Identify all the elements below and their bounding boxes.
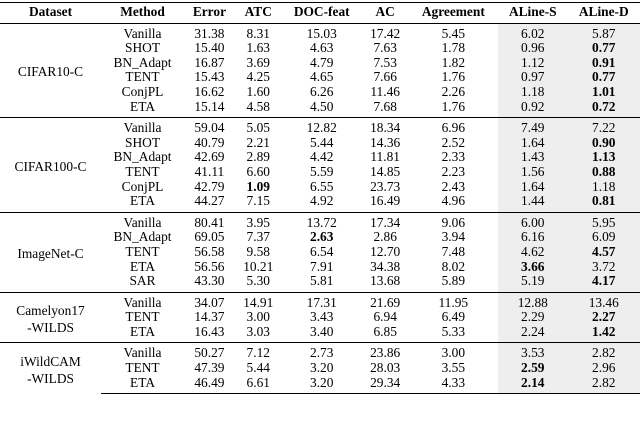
- doc-feat-cell: 4.42: [310, 149, 334, 165]
- ac-cell: 6.85: [373, 323, 397, 339]
- aline-d-cell: 7.22: [568, 118, 640, 136]
- dataset-group: [0, 23, 640, 118]
- ac-cell: 6.94: [373, 309, 397, 325]
- doc-feat-cell: 4.63: [310, 40, 334, 56]
- agreement-cell: 1.76: [441, 98, 466, 114]
- aline-s-cell: 1.43: [498, 150, 568, 165]
- doc-feat-cell: 2.63: [310, 229, 334, 245]
- aline-d-cell: 0.90: [568, 136, 640, 151]
- ac-cell: 11.81: [370, 149, 400, 165]
- ac-cell: 11.46: [370, 83, 400, 99]
- error-cell: 15.14: [194, 98, 225, 114]
- error-cell: 50.27: [184, 343, 235, 361]
- doc-feat-cell: 4.50: [310, 98, 334, 114]
- agreement-cell: 5.89: [441, 273, 466, 289]
- ac-cell: 28.03: [370, 360, 401, 376]
- aline-s-cell: 1.56: [498, 165, 568, 180]
- agreement-cell: 2.23: [441, 163, 466, 179]
- atc-cell: 1.63: [246, 40, 270, 56]
- aline-s-cell: 2.14: [498, 376, 568, 394]
- header-agreement: Agreement: [409, 3, 498, 24]
- aline-d-cell: 1.42: [568, 325, 640, 343]
- agreement-cell: 11.95: [409, 292, 498, 310]
- agreement-cell: 6.96: [409, 118, 498, 136]
- atc-cell: 7.15: [246, 193, 270, 209]
- method-cell: Vanilla: [123, 25, 162, 41]
- aline-d-cell: 5.87: [568, 23, 640, 41]
- header-ac: AC: [362, 3, 409, 24]
- dataset-name-line: -WILDS: [27, 371, 74, 387]
- method-cell: SAR: [129, 273, 156, 289]
- aline-s-cell: 6.16: [498, 230, 568, 245]
- doc-feat-cell: 3.20: [282, 376, 362, 394]
- table-row: [0, 23, 640, 41]
- table-row: [0, 118, 640, 136]
- method-cell: ETA: [130, 193, 155, 209]
- header-atc: ATC: [235, 3, 282, 24]
- agreement-cell: 3.00: [409, 343, 498, 361]
- atc-cell: 2.89: [246, 149, 270, 165]
- aline-s-cell: 12.88: [498, 292, 568, 310]
- aline-s-cell: 0.92: [498, 100, 568, 118]
- agreement-cell: 1.76: [441, 69, 466, 85]
- ac-cell: 12.70: [370, 243, 401, 259]
- atc-cell: 3.95: [235, 212, 282, 230]
- aline-s-cell: 2.29: [498, 310, 568, 325]
- error-cell: 44.27: [194, 193, 225, 209]
- atc-cell: 9.58: [246, 243, 270, 259]
- ac-cell: 21.69: [362, 292, 409, 310]
- ac-cell: 7.53: [373, 54, 397, 70]
- ac-cell: 23.73: [370, 178, 401, 194]
- doc-feat-cell: 2.73: [282, 343, 362, 361]
- aline-d-cell: 2.96: [568, 361, 640, 376]
- ac-cell: 29.34: [362, 376, 409, 394]
- ac-cell: 14.36: [370, 134, 401, 150]
- aline-s-cell: 7.49: [498, 118, 568, 136]
- table-row: [0, 292, 640, 310]
- aline-s-cell: 1.64: [498, 180, 568, 195]
- ac-cell: 16.49: [370, 193, 401, 209]
- error-cell: 16.62: [194, 83, 225, 99]
- aline-s-cell: 1.12: [498, 56, 568, 71]
- error-cell: 42.69: [194, 149, 225, 165]
- aline-s-cell: 5.19: [498, 274, 568, 292]
- method-cell: SHOT: [125, 134, 160, 150]
- method-cell: TENT: [125, 163, 160, 179]
- doc-feat-cell: 5.81: [310, 273, 334, 289]
- dataset-group: [0, 212, 640, 292]
- agreement-cell: 2.52: [441, 134, 466, 150]
- atc-cell: 7.12: [235, 343, 282, 361]
- dataset-group: [0, 118, 640, 213]
- method-cell: TENT: [125, 309, 160, 325]
- atc-cell: 3.03: [246, 323, 270, 339]
- agreement-cell: 9.06: [409, 212, 498, 230]
- doc-feat-cell: 5.59: [310, 163, 334, 179]
- header-method: Method: [101, 3, 184, 24]
- ac-cell: 17.34: [362, 212, 409, 230]
- atc-cell: 14.91: [235, 292, 282, 310]
- doc-feat-cell: 6.54: [310, 243, 334, 259]
- atc-cell: 8.31: [246, 25, 270, 41]
- header-aline-d: ALine-D: [568, 3, 640, 24]
- aline-s-cell: 1.64: [498, 136, 568, 151]
- aline-d-cell: 0.77: [568, 41, 640, 56]
- ac-cell: 7.63: [373, 40, 397, 56]
- atc-cell: 3.00: [246, 309, 270, 325]
- dataset-name-line: CIFAR100-C: [14, 158, 87, 174]
- agreement-cell: 5.33: [441, 323, 466, 339]
- method-cell: SHOT: [125, 40, 160, 56]
- atc-cell: 5.44: [246, 360, 270, 376]
- error-cell: 47.39: [194, 360, 225, 376]
- method-cell: BN_Adapt: [113, 54, 172, 70]
- agreement-cell: 8.02: [441, 258, 466, 274]
- ac-cell: 18.34: [362, 118, 409, 136]
- agreement-cell: 3.55: [441, 360, 466, 376]
- aline-s-cell: 0.96: [498, 41, 568, 56]
- table-row: [0, 212, 640, 230]
- aline-d-cell: 0.77: [568, 70, 640, 85]
- aline-d-cell: 6.09: [568, 230, 640, 245]
- aline-d-cell: 13.46: [568, 292, 640, 310]
- method-cell: ConjPL: [121, 178, 164, 194]
- error-cell: 42.79: [194, 178, 225, 194]
- agreement-cell: 4.96: [441, 193, 466, 209]
- aline-s-cell: 2.24: [498, 325, 568, 343]
- dataset-cell: [0, 118, 101, 213]
- atc-cell: 5.30: [246, 273, 270, 289]
- ac-cell: 34.38: [370, 258, 401, 274]
- ac-cell: 7.68: [373, 98, 397, 114]
- atc-cell: 2.21: [246, 134, 270, 150]
- dataset-name-line: CIFAR10-C: [17, 64, 84, 80]
- method-cell: TENT: [125, 360, 160, 376]
- dataset-name-line: Camelyon17: [16, 303, 85, 319]
- doc-feat-cell: 12.82: [282, 118, 362, 136]
- aline-s-cell: 4.62: [498, 245, 568, 260]
- aline-s-cell: 1.18: [498, 85, 568, 100]
- doc-feat-cell: 4.79: [310, 54, 334, 70]
- error-cell: 40.79: [194, 134, 225, 150]
- atc-cell: 4.25: [246, 69, 270, 85]
- agreement-cell: 1.78: [441, 40, 466, 56]
- results-table: [0, 2, 640, 394]
- atc-cell: 6.60: [246, 163, 270, 179]
- table-row: [0, 343, 640, 361]
- doc-feat-cell: 17.31: [282, 292, 362, 310]
- doc-feat-cell: 5.44: [310, 134, 334, 150]
- dataset-name-line: iWildCAM: [20, 354, 81, 370]
- method-cell: Vanilla: [101, 343, 184, 361]
- aline-d-cell: 4.57: [568, 245, 640, 260]
- atc-cell: 4.58: [246, 98, 270, 114]
- doc-feat-cell: 3.20: [310, 360, 334, 376]
- dataset-cell: [0, 343, 101, 394]
- aline-s-cell: 0.97: [498, 70, 568, 85]
- ac-cell: 17.42: [370, 25, 401, 41]
- method-cell: Vanilla: [101, 212, 184, 230]
- ac-cell: 2.86: [373, 229, 397, 245]
- aline-d-cell: 3.72: [568, 260, 640, 275]
- error-cell: 69.05: [194, 229, 225, 245]
- error-cell: 14.37: [194, 309, 225, 325]
- error-cell: 34.07: [184, 292, 235, 310]
- doc-feat-cell: 6.55: [310, 178, 334, 194]
- doc-feat-cell: 6.26: [310, 83, 334, 99]
- atc-cell: 1.09: [246, 178, 270, 194]
- agreement-cell: 5.45: [441, 25, 466, 41]
- agreement-cell: 6.49: [441, 309, 466, 325]
- header-error: Error: [184, 3, 235, 24]
- aline-d-cell: 2.27: [568, 310, 640, 325]
- aline-d-cell: 1.13: [568, 150, 640, 165]
- doc-feat-cell: 13.72: [282, 212, 362, 230]
- doc-feat-cell: 15.03: [306, 25, 337, 41]
- method-cell: ETA: [101, 376, 184, 394]
- aline-d-cell: 2.82: [568, 343, 640, 361]
- method-cell: Vanilla: [101, 118, 184, 136]
- atc-cell: 1.60: [246, 83, 270, 99]
- aline-d-cell: 0.72: [568, 100, 640, 118]
- error-cell: 46.49: [184, 376, 235, 394]
- agreement-cell: 1.82: [441, 54, 466, 70]
- aline-s-cell: 6.00: [498, 212, 568, 230]
- atc-cell: 10.21: [243, 258, 274, 274]
- error-cell: 41.11: [194, 163, 225, 179]
- header-row: [0, 3, 640, 24]
- error-cell: 80.41: [184, 212, 235, 230]
- method-cell: ETA: [130, 323, 155, 339]
- agreement-cell: 7.48: [441, 243, 466, 259]
- method-cell: ETA: [130, 98, 155, 114]
- header-dataset: Dataset: [0, 3, 101, 24]
- ac-cell: 13.68: [370, 273, 401, 289]
- error-cell: 59.04: [184, 118, 235, 136]
- error-cell: 15.40: [194, 40, 225, 56]
- atc-cell: 7.37: [246, 229, 270, 245]
- method-cell: TENT: [125, 69, 160, 85]
- error-cell: 56.56: [194, 258, 225, 274]
- ac-cell: 14.85: [370, 163, 401, 179]
- doc-feat-cell: 4.65: [310, 69, 334, 85]
- agreement-cell: 2.43: [441, 178, 466, 194]
- aline-s-cell: 2.59: [498, 361, 568, 376]
- aline-s-cell: 6.02: [498, 23, 568, 41]
- error-cell: 56.58: [194, 243, 225, 259]
- header-aline-s: ALine-S: [498, 3, 568, 24]
- method-cell: ConjPL: [121, 83, 164, 99]
- agreement-cell: 3.94: [441, 229, 466, 245]
- aline-d-cell: 0.91: [568, 56, 640, 71]
- aline-s-cell: 1.44: [498, 194, 568, 212]
- method-cell: ETA: [130, 258, 155, 274]
- dataset-group: [0, 343, 640, 394]
- doc-feat-cell: 3.40: [310, 323, 334, 339]
- error-cell: 43.30: [194, 273, 225, 289]
- error-cell: 16.87: [194, 54, 225, 70]
- aline-d-cell: 1.01: [568, 85, 640, 100]
- method-cell: BN_Adapt: [113, 149, 172, 165]
- atc-cell: 3.69: [246, 54, 270, 70]
- dataset-group: [0, 292, 640, 343]
- aline-d-cell: 4.17: [568, 274, 640, 292]
- dataset-name-line: -WILDS: [27, 320, 74, 336]
- agreement-cell: 4.33: [409, 376, 498, 394]
- aline-d-cell: 0.81: [568, 194, 640, 212]
- aline-d-cell: 1.18: [568, 180, 640, 195]
- error-cell: 15.43: [194, 69, 225, 85]
- method-cell: TENT: [125, 243, 160, 259]
- doc-feat-cell: 4.92: [310, 193, 334, 209]
- dataset-name-line: ImageNet-C: [17, 246, 84, 262]
- doc-feat-cell: 7.91: [310, 258, 334, 274]
- aline-d-cell: 5.95: [568, 212, 640, 230]
- aline-s-cell: 3.66: [498, 260, 568, 275]
- ac-cell: 7.66: [373, 69, 397, 85]
- doc-feat-cell: 3.43: [310, 309, 334, 325]
- error-cell: 31.38: [194, 25, 225, 41]
- aline-d-cell: 0.88: [568, 165, 640, 180]
- dataset-cell: [0, 292, 101, 343]
- aline-s-cell: 3.53: [498, 343, 568, 361]
- dataset-cell: [0, 23, 101, 118]
- agreement-cell: 2.26: [441, 83, 466, 99]
- atc-cell: 5.05: [235, 118, 282, 136]
- aline-d-cell: 2.82: [568, 376, 640, 394]
- ac-cell: 23.86: [362, 343, 409, 361]
- agreement-cell: 2.33: [441, 149, 466, 165]
- method-cell: Vanilla: [101, 292, 184, 310]
- dataset-cell: [0, 212, 101, 292]
- header-doc-feat: DOC-feat: [282, 3, 362, 24]
- error-cell: 16.43: [194, 323, 225, 339]
- method-cell: BN_Adapt: [113, 229, 172, 245]
- atc-cell: 6.61: [235, 376, 282, 394]
